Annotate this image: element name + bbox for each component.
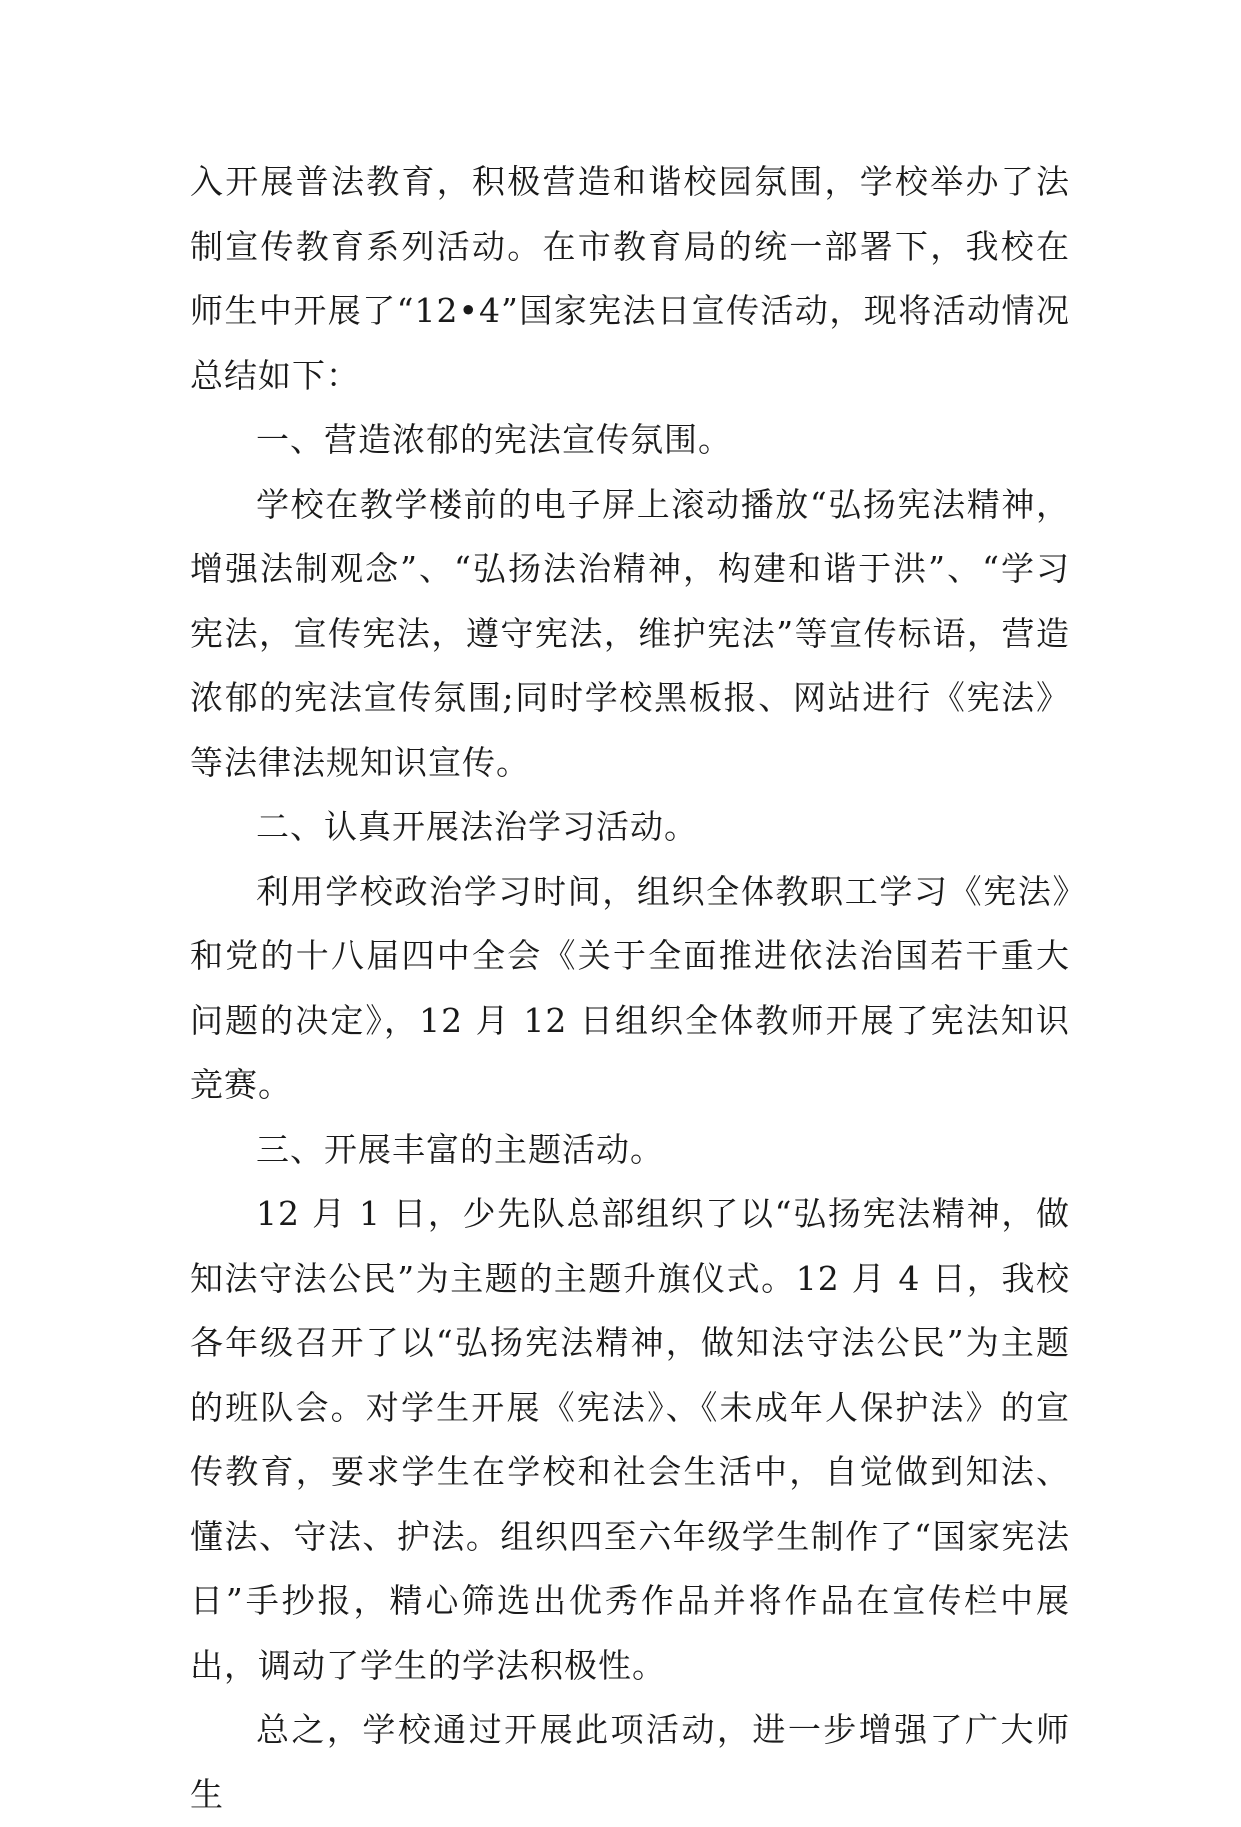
paragraph-section-3: 12 月 1 日，少先队总部组织了以“弘扬宪法精神，做知法守法公民”为主题的主题升旗仪式。12 月 4 日，我校各年级召开了以“弘扬宪法精神，做知法守法公民”为主题的班队会。对学生开展《宪法》、《未成年人保护法》的宣传教育，要求学生在学校和社会生活中，自觉做到知法、懂法、守法、护法。组织四至六年级学生制作了“国家宪法日”手抄报，精心筛选出优秀作品并将作品在宣传栏中展出，调动了学生的学法积极性。 bbox=[190, 1194, 1070, 1685]
paragraph-intro: 入开展普法教育，积极营造和谐校园氛围，学校举办了法制宣传教育系列活动。在市教育局的统一部署下，我校在师生中开展了“12•4”国家宪法日宣传活动，现将活动情况总结如下： bbox=[190, 162, 1070, 395]
paragraph-section-2: 利用学校政治学习时间，组织全体教职工学习《宪法》和党的十八届四中全会《关于全面推进依法治国若干重大问题的决定》，12 月 12 日组织全体教师开展了宪法知识竞赛。 bbox=[190, 871, 1070, 1104]
section-heading-2: 二、认真开展法治学习活动。 bbox=[256, 807, 698, 846]
paragraph-conclusion: 总之，学校通过开展此项活动，进一步增强了广大师生 bbox=[190, 1710, 1070, 1814]
section-heading-3: 三、开展丰富的主题活动。 bbox=[256, 1129, 664, 1169]
paragraph-section-1: 学校在教学楼前的电子屏上滚动播放“弘扬宪法精神，增强法制观念”、“弘扬法治精神，构建和谐于洪”、“学习宪法，宣传宪法，遵守宪法，维护宪法”等宣传标语，营造浓郁的宪法宣传氛围;同时学校黑板报、网站进行《宪法》等法律法规知识宣传。 bbox=[190, 484, 1070, 782]
document-body bbox=[190, 150, 1070, 1827]
section-heading-1: 一、营造浓郁的宪法宣传氛围。 bbox=[256, 420, 732, 459]
